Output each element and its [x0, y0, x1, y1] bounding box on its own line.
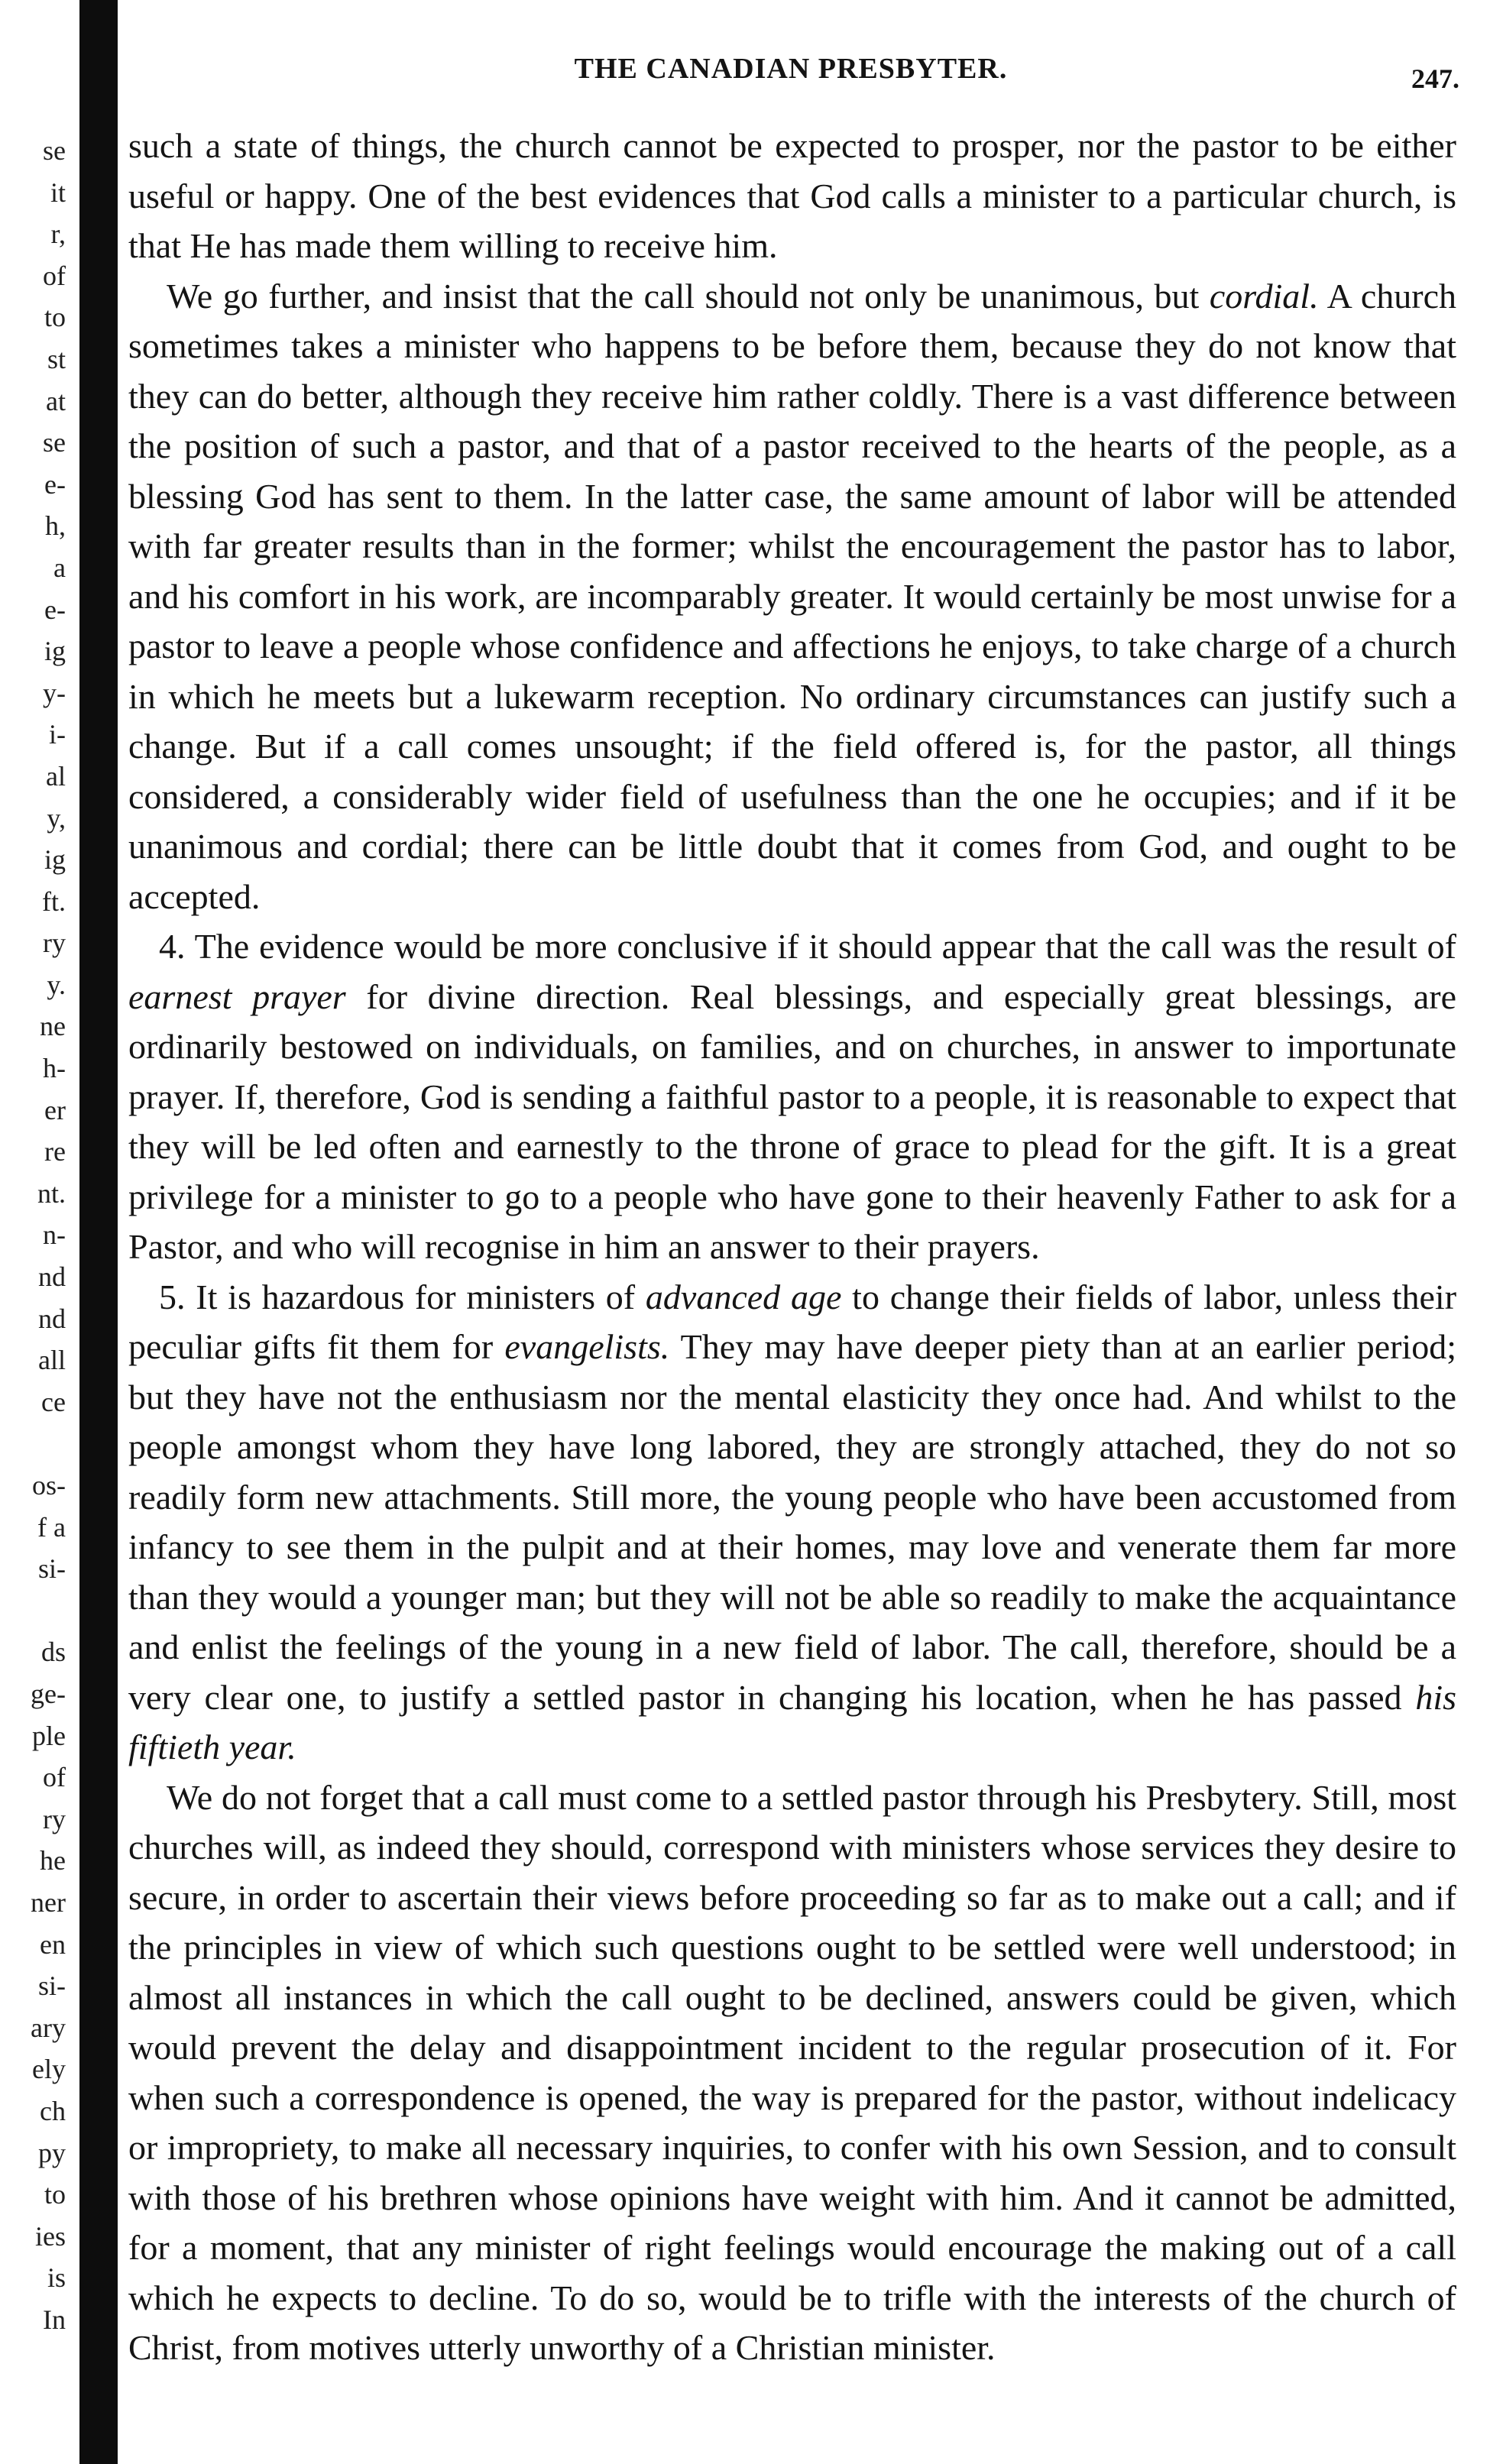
binding-shadow [79, 0, 118, 2464]
margin-fragment: ge- [31, 1678, 66, 1709]
margin-fragment: of [43, 1762, 66, 1793]
margin-fragment: st [47, 343, 66, 374]
margin-fragment: at [46, 385, 66, 416]
text-segment: We go further, and insist that the call should not only be unanimous, but [167, 276, 1210, 316]
adjacent-page-margin [0, 130, 73, 2340]
margin-fragment: n- [43, 1219, 66, 1251]
page-body [128, 121, 1456, 2373]
italic-segment: earnest prayer [128, 976, 346, 1016]
paragraph-point-4 [128, 921, 1456, 1272]
margin-fragment: h, [45, 510, 66, 542]
margin-fragment: h- [43, 1053, 66, 1084]
margin-fragment: si- [38, 1553, 66, 1585]
italic-segment: his fiftieth year. [128, 1677, 1456, 1766]
text-segment: A church sometimes takes a minister who happens to be before them, because they do not know that they can do better, although they receive him rather coldly. There is a vast difference between the position of such a pastor, and that of a pastor received to the hearts of the people, as a blessing God has sent to them. In the latter case, the same amount of labor will be attended with far greater results than in the former; whilst the encouragement the pastor has to labor, and his comfort in his work, are incomparably greater. It would certainly be most unwise for a pastor to leave a people whose confidence and affections he enjoys, to take charge of a church in which he meets but a lukewarm reception. No ordinary circumstances can justify such a change. But if a call comes unsought; if the field offered is, for the pastor, all things considered, a considerably wider field of usefulness than the one he occupies; and if it be unanimous and cordial; there can be little doubt that it comes from God, and ought to be accepted. [128, 276, 1456, 916]
text-segment: to change their fields of labor, unless their peculiar gifts fit them for [128, 1277, 1457, 1366]
paragraph-presbytery [128, 1773, 1456, 2373]
margin-fragment: nt. [37, 1177, 66, 1209]
paragraph-point-5 [128, 1272, 1456, 1773]
margin-fragment: se [43, 427, 66, 458]
text-segment: They may have deeper piety than at an earlier period; but they have not the enthusiasm nor the mental elasticity they once had. And whilst to the people amongst whom they have long labored, they are strongly attached, they do not so readily form new attachments. Still more, the young people who have been accustomed from infancy to see them in the pulpit and at their homes, may love and venerate them far more than they would a younger man; but they will not be able so readily to make the acquaintance and enlist the feelings of the young in a new field of labor. The call, therefore, should be a very clear one, to justify a settled pastor in changing his location, when he has passed [128, 1327, 1456, 1717]
margin-fragment: ry [43, 1803, 66, 1834]
text-segment: 4. The evidence would be more conclusive if it should appear that the call was the result of [159, 927, 1456, 966]
text-segment: such a state of things, the church cannot be expected to prosper, nor the pastor to be either useful or happy. One of the best evidences that God calls a minister to a particular church, is that He has made them willing to receive him. [128, 126, 1456, 265]
margin-fragment: al [46, 760, 66, 792]
margin-fragment: In [43, 2304, 66, 2335]
margin-fragment: r, [50, 219, 66, 250]
margin-fragment: ple [32, 1720, 66, 1751]
margin-fragment: y, [47, 802, 66, 834]
margin-fragment: y. [47, 969, 66, 1000]
text-segment: 5. It is hazardous for ministers of [159, 1277, 646, 1316]
paragraph-continued [128, 121, 1456, 271]
margin-fragment: e- [44, 594, 66, 625]
margin-fragment: ce [41, 1386, 66, 1417]
margin-fragment: ely [32, 2054, 66, 2085]
text-segment: We do not forget that a call must come to a settled pastor through his Presbytery. Still, most churches will, as indeed they should, correspond with ministers whose services they desire to secure, in order to ascertain their views before proceeding so far as to make out a call; and if the principles in view of which such questions ought to be settled were well understood; in almost all instances in which the call ought to be declined, answers could be given, which would prevent the delay and disappointment incident to the regular prosecution of it. For when such a correspondence is opened, the way is prepared for the pastor, without indelicacy or impropriety, to make all necessary inquiries, to confer with his own Session, and to consult with those of his brethren whose opinions have weight with him. And it cannot be admitted, for a moment, that any minister of right feelings would encourage the making out of a call which he expects to decline. To do so, would be to trifle with the interests of the church of Christ, from motives utterly unworthy of a Christian minister. [128, 1777, 1456, 2367]
margin-fragment: a [53, 552, 66, 583]
margin-fragment: ner [31, 1886, 66, 1918]
italic-segment: cordial. [1209, 276, 1319, 316]
margin-fragment: ft. [42, 886, 66, 917]
margin-fragment: to [44, 302, 66, 333]
margin-fragment: ig [44, 636, 66, 667]
margin-fragment: e- [44, 468, 66, 500]
margin-fragment: nd [38, 1303, 66, 1334]
margin-fragment: re [44, 1136, 66, 1167]
margin-fragment: to [44, 2179, 66, 2210]
margin-fragment: of [43, 260, 66, 291]
margin-fragment: os- [32, 1470, 66, 1501]
italic-segment: advanced age [645, 1277, 842, 1316]
margin-fragment: py [38, 2137, 66, 2168]
margin-fragment: ies [35, 2220, 66, 2252]
margin-fragment: er [44, 1094, 66, 1125]
margin-fragment: ds [40, 1637, 66, 1668]
running-title: THE CANADIAN PRESBYTER. [574, 53, 1008, 85]
margin-fragment: nd [38, 1261, 66, 1293]
margin-fragment: f a [37, 1511, 66, 1543]
margin-fragment: is [47, 2262, 66, 2294]
margin-fragment: y- [43, 677, 66, 708]
margin-fragment: i- [49, 719, 66, 750]
paragraph-cordial-call [128, 271, 1456, 922]
margin-fragment: it [50, 176, 66, 208]
page-header [130, 44, 1459, 98]
margin-fragment: ary [31, 2012, 66, 2043]
margin-fragment [0, 1423, 73, 1465]
margin-fragment: se [43, 135, 66, 166]
page-number: 247. [1411, 63, 1459, 94]
margin-fragment: ne [40, 1011, 66, 1042]
text-segment: for divine direction. Real blessings, and especially great blessings, are ordinarily bestowed on individuals, on families, and on churches, in answer to importunate prayer. If, therefore, God is sending a faithful pastor to a people, it is reasonable to expect that they will be led often and earnestly to the throne of grace to plead for the gift. It is a great privilege for a minister to go to a people who have gone to their heavenly Father to ask for a Pastor, and who will recognise in him an answer to their prayers. [128, 976, 1456, 1266]
margin-fragment: ch [40, 2095, 66, 2126]
margin-fragment: ig [44, 844, 66, 876]
margin-fragment: ry [43, 928, 66, 959]
margin-fragment: he [40, 1845, 66, 1876]
margin-fragment: en [40, 1928, 66, 1960]
margin-fragment [0, 1590, 73, 1632]
italic-segment: evangelists. [504, 1327, 670, 1366]
margin-fragment: all [38, 1345, 66, 1376]
margin-fragment: si- [38, 1970, 66, 2002]
